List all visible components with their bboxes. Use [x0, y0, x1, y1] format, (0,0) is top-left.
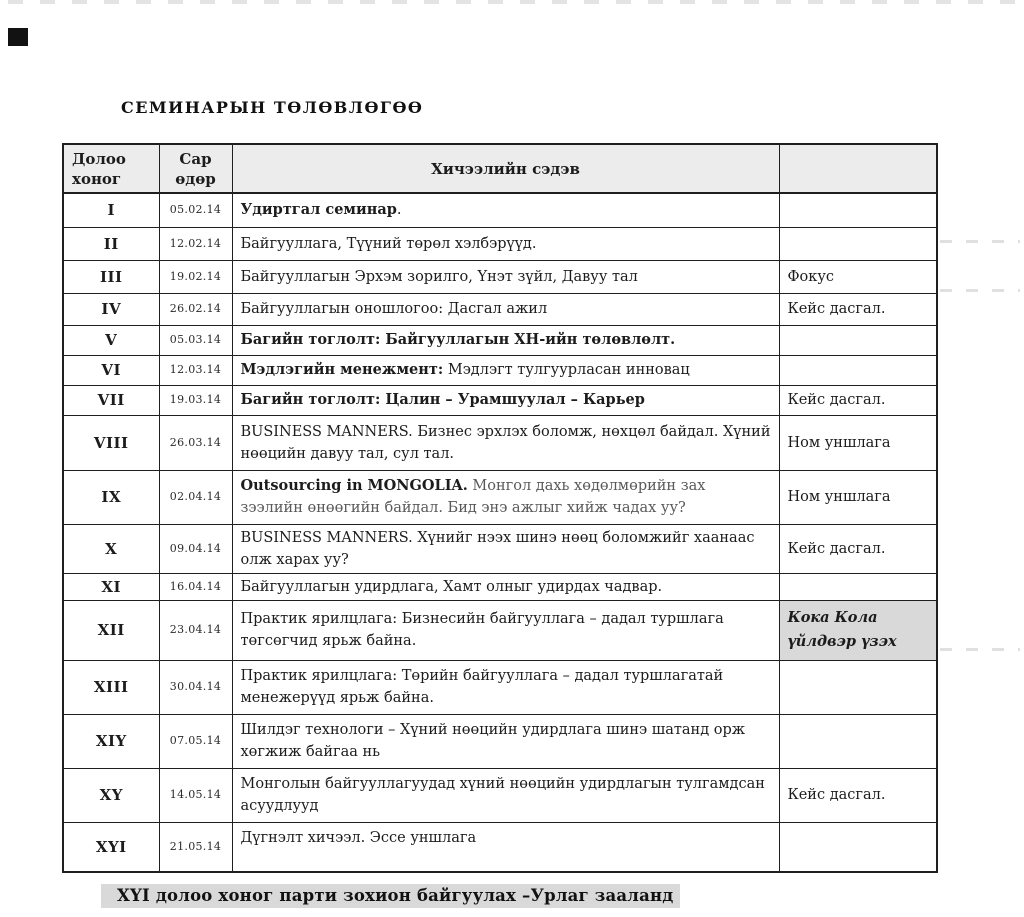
topic-rest: BUSINESS MANNERS. Хүнийг нээх шинэ нөөц боломжийг хаанаас олж харах уу? [240, 529, 755, 568]
table-row [63, 470, 937, 524]
date-cell: 05.02.14 [159, 193, 232, 227]
table-header-row [63, 144, 937, 193]
week-cell: VI [63, 355, 159, 385]
topic-cell [232, 768, 779, 822]
topic-cell [232, 822, 779, 872]
note-cell: Кейс дасгал. [779, 524, 937, 573]
topic-cell [232, 660, 779, 714]
footer-note: XYI долоо хоног парти зохион байгуулах –Урлаг зааланд [101, 884, 680, 908]
table-row [63, 385, 937, 415]
topic-rest: Монголын байгууллагуудад хүний нөөцийн удирдлагын тулгамдсан асуудлууд [240, 776, 765, 814]
page-title: СЕМИНАРЫН ТӨЛӨВЛӨГӨӨ [121, 98, 424, 117]
week-cell: XIY [63, 714, 159, 768]
topic-cell [232, 193, 779, 227]
table-row [63, 227, 937, 260]
week-cell: VII [63, 385, 159, 415]
note-cell [779, 822, 937, 872]
table-row [63, 325, 937, 355]
topic-rest: BUSINESS MANNERS. Бизнес эрхлэх боломж, нөхцөл байдал. Хүний нөөцийн давуу тал, сул тал. [240, 423, 771, 462]
note-cell: Кейс дасгал. [779, 768, 937, 822]
table-row [63, 768, 937, 822]
date-cell: 23.04.14 [159, 600, 232, 660]
date-cell: 21.05.14 [159, 822, 232, 872]
date-cell: 09.04.14 [159, 524, 232, 573]
header-date: Сар өдөр [159, 144, 232, 193]
topic-rest: Байгууллага, Түүний төрөл хэлбэрүүд. [240, 235, 537, 252]
date-cell: 16.04.14 [159, 573, 232, 600]
week-cell: IV [63, 293, 159, 325]
page-top-dashed-edge [8, 0, 1018, 4]
table-row [63, 524, 937, 573]
topic-lead: Удиртгал семинар [240, 201, 397, 219]
note-cell-highlighted: Кока Кола үйлдвэр үзэх [779, 600, 937, 660]
table-row [63, 573, 937, 600]
table-row [63, 660, 937, 714]
scan-artifact-dash [940, 289, 1020, 292]
topic-lead: Мэдлэгийн менежмент: [240, 361, 444, 378]
topic-cell [232, 470, 779, 524]
table-row [63, 293, 937, 325]
table-row [63, 415, 937, 470]
topic-rest: Шилдэг технологи – Хүний нөөцийн удирдлага шинэ шатанд орж хөгжиж байгаа нь [240, 722, 746, 760]
header-note [779, 144, 937, 193]
topic-rest: Мэдлэгт тулгуурласан инновац [443, 362, 690, 378]
date-cell: 12.03.14 [159, 355, 232, 385]
note-cell: Кейс дасгал. [779, 293, 937, 325]
note-cell: Ном уншлага [779, 415, 937, 470]
topic-cell [232, 524, 779, 573]
topic-cell [232, 600, 779, 660]
topic-rest: Байгууллагын удирдлага, Хамт олныг удирдах чадвар. [240, 578, 663, 595]
table-row [63, 193, 937, 227]
week-cell: XY [63, 768, 159, 822]
topic-rest: Практик ярилцлага: Бизнесийн байгууллага – дадал туршлага төгсөгчид ярьж байна. [240, 611, 724, 649]
note-cell: Кейс дасгал. [779, 385, 937, 415]
topic-cell [232, 325, 779, 355]
week-cell: III [63, 260, 159, 293]
topic-cell [232, 227, 779, 260]
week-cell: I [63, 193, 159, 227]
topic-rest: Дүгнэлт хичээл. Эссе уншлага [240, 829, 477, 846]
topic-cell [232, 355, 779, 385]
table-row [63, 600, 937, 660]
table-row [63, 822, 937, 872]
note-cell: Ном уншлага [779, 470, 937, 524]
date-cell: 12.02.14 [159, 227, 232, 260]
topic-lead: Outsourcing in MONGOLIA. [240, 477, 468, 494]
scan-corner-mark [8, 28, 28, 46]
week-cell: II [63, 227, 159, 260]
note-cell [779, 573, 937, 600]
date-cell: 19.02.14 [159, 260, 232, 293]
table-row [63, 260, 937, 293]
note-cell [779, 660, 937, 714]
date-cell: 26.02.14 [159, 293, 232, 325]
note-cell [779, 714, 937, 768]
topic-cell [232, 415, 779, 470]
week-cell: X [63, 524, 159, 573]
topic-cell [232, 293, 779, 325]
table-row [63, 714, 937, 768]
week-cell: XIII [63, 660, 159, 714]
scan-artifact-dash [940, 240, 1020, 243]
scan-artifact-dash [940, 648, 1020, 651]
date-cell: 14.05.14 [159, 768, 232, 822]
note-cell [779, 325, 937, 355]
topic-rest: Практик ярилцлага: Төрийн байгууллага – дадал туршлагатай менежерүүд ярьж байна. [240, 668, 724, 706]
topic-rest: Байгууллагын Эрхэм зорилго, Үнэт зүйл, Давуу тал [240, 268, 638, 285]
week-cell: IX [63, 470, 159, 524]
topic-cell [232, 714, 779, 768]
date-cell: 07.05.14 [159, 714, 232, 768]
seminar-schedule-table [62, 143, 938, 873]
topic-rest: Монгол дахь хөдөлмөрийн зах зээлийн өнөөгийн байдал. Бид энэ ажлыг хийж чадах уу? [240, 478, 706, 516]
note-cell [779, 227, 937, 260]
note-cell [779, 355, 937, 385]
topic-lead: Багийн тоглолт: Байгууллагын ХН-ийн төлөвлөлт. [240, 331, 676, 348]
week-cell: XII [63, 600, 159, 660]
date-cell: 30.04.14 [159, 660, 232, 714]
topic-rest: Байгууллагын оношлогоо: Дасгал ажил [240, 301, 548, 317]
week-cell: V [63, 325, 159, 355]
header-week: Долоо хоног [63, 144, 159, 193]
date-cell: 05.03.14 [159, 325, 232, 355]
note-cell [779, 193, 937, 227]
note-cell: Фокус [779, 260, 937, 293]
topic-rest: . [396, 202, 402, 219]
header-topic: Хичээлийн сэдэв [232, 144, 779, 193]
date-cell: 26.03.14 [159, 415, 232, 470]
date-cell: 02.04.14 [159, 470, 232, 524]
topic-cell [232, 260, 779, 293]
week-cell: VIII [63, 415, 159, 470]
table-row [63, 355, 937, 385]
week-cell: XI [63, 573, 159, 600]
topic-cell [232, 573, 779, 600]
date-cell: 19.03.14 [159, 385, 232, 415]
topic-lead: Багийн тоглолт: Цалин – Урамшуулал – Карьер [240, 391, 645, 408]
topic-cell [232, 385, 779, 415]
week-cell: XYI [63, 822, 159, 872]
